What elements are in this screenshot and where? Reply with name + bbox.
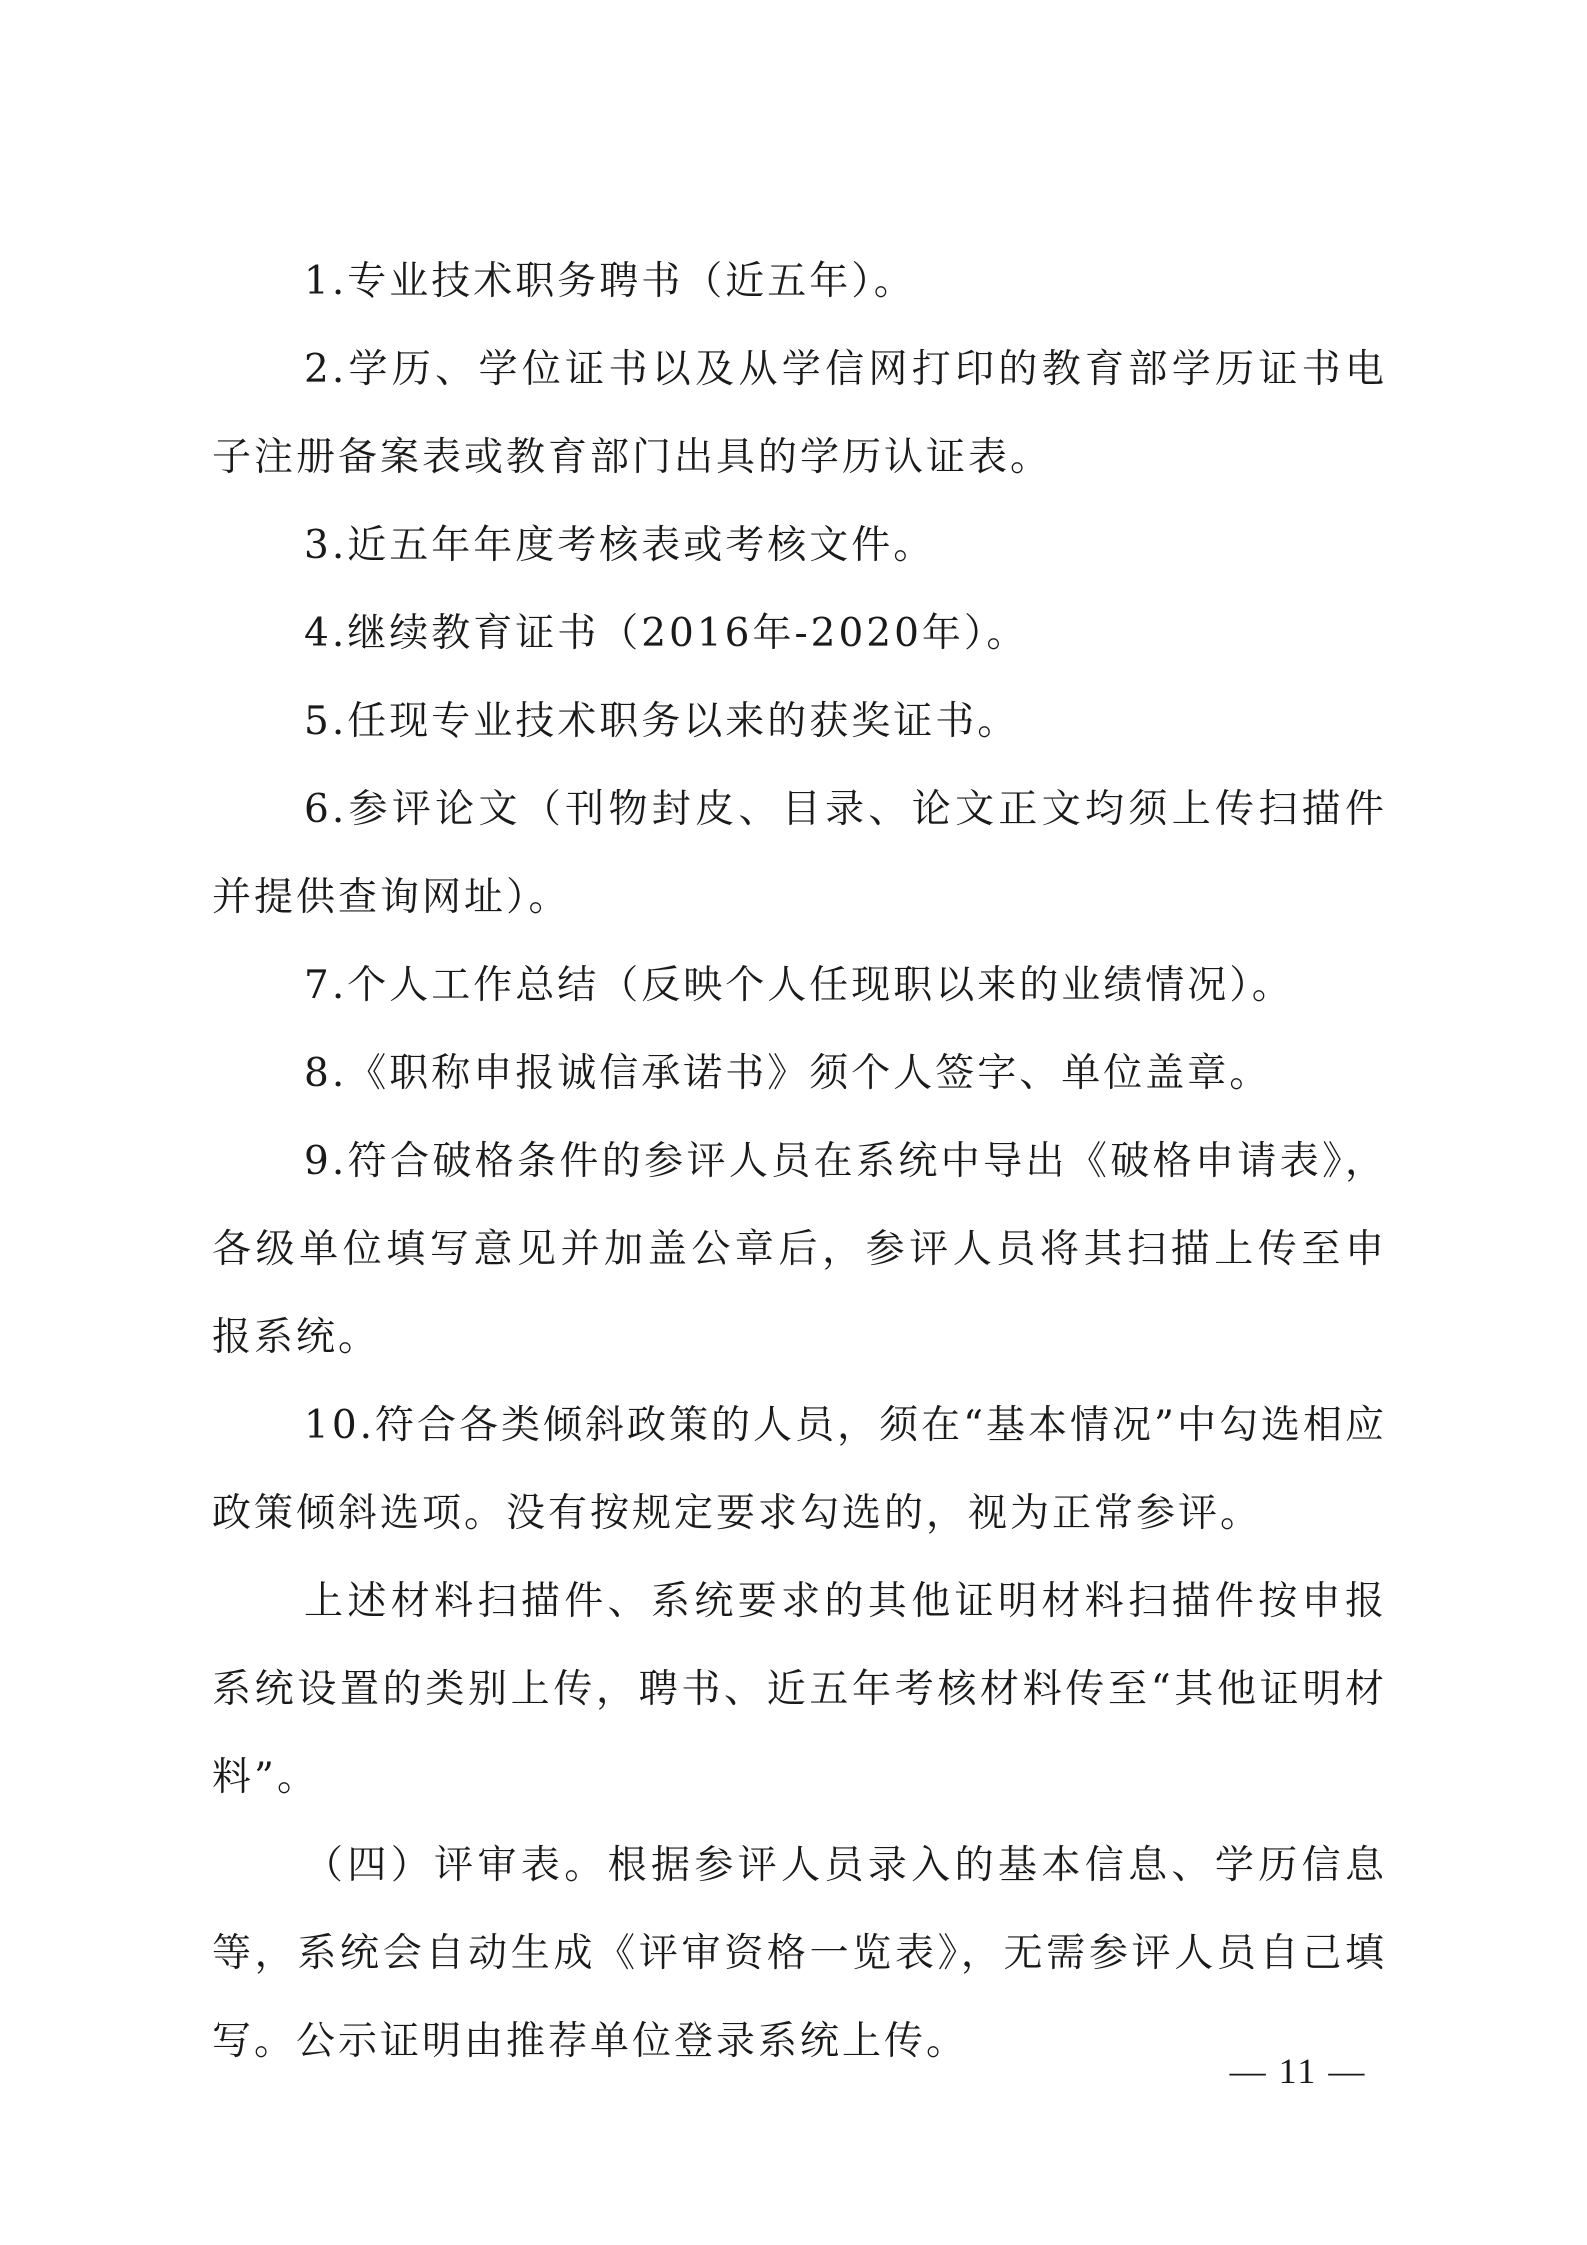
paragraph-item-2: 2.学历、学位证书以及从学信网打印的教育部学历证书电子注册备案表或教育部门出具的学历认证表。 [212,347,1387,480]
paragraph-review-form: （四）评审表。根据参评人员录入的基本信息、学历信息等，系统会自动生成《评审资格一览表》，无需参评人员自己填写。公示证明由推荐单位登录系统上传。 [212,1843,1387,2064]
paragraph-item-7: 7.个人工作总结（反映个人任现职以来的业绩情况）。 [304,963,1294,1008]
paragraph-item-6: 6.参评论文（刊物封皮、目录、论文正文均须上传扫描件并提供查询网址）。 [212,787,1387,920]
paragraph-item-5: 5.任现专业技术职务以来的获奖证书。 [304,699,1020,744]
paragraph-item-9: 9.符合破格条件的参评人员在系统中导出《破格申请表》，各级单位填写意见并加盖公章后，参评人员将其扫描上传至申报系统。 [212,1139,1387,1360]
paragraph-item-8: 8.《职称申报诚信承诺书》须个人签字、单位盖章。 [304,1051,1272,1096]
paragraph-upload-note: 上述材料扫描件、系统要求的其他证明材料扫描件按申报系统设置的类别上传，聘书、近五年考核材料传至“其他证明材料”。 [212,1579,1387,1800]
paragraph-item-4: 4.继续教育证书（2016年-2020年）。 [304,611,1029,656]
paragraph-item-1: 1.专业技术职务聘书（近五年）。 [304,259,916,304]
document-body [212,238,1387,2086]
paragraph-item-10: 10.符合各类倾斜政策的人员，须在“基本情况”中勾选相应政策倾斜选项。没有按规定要求勾选的，视为正常参评。 [212,1403,1387,1536]
paragraph-item-3: 3.近五年年度考核表或考核文件。 [304,523,936,568]
page-number: — 11 — [1229,2051,1367,2091]
